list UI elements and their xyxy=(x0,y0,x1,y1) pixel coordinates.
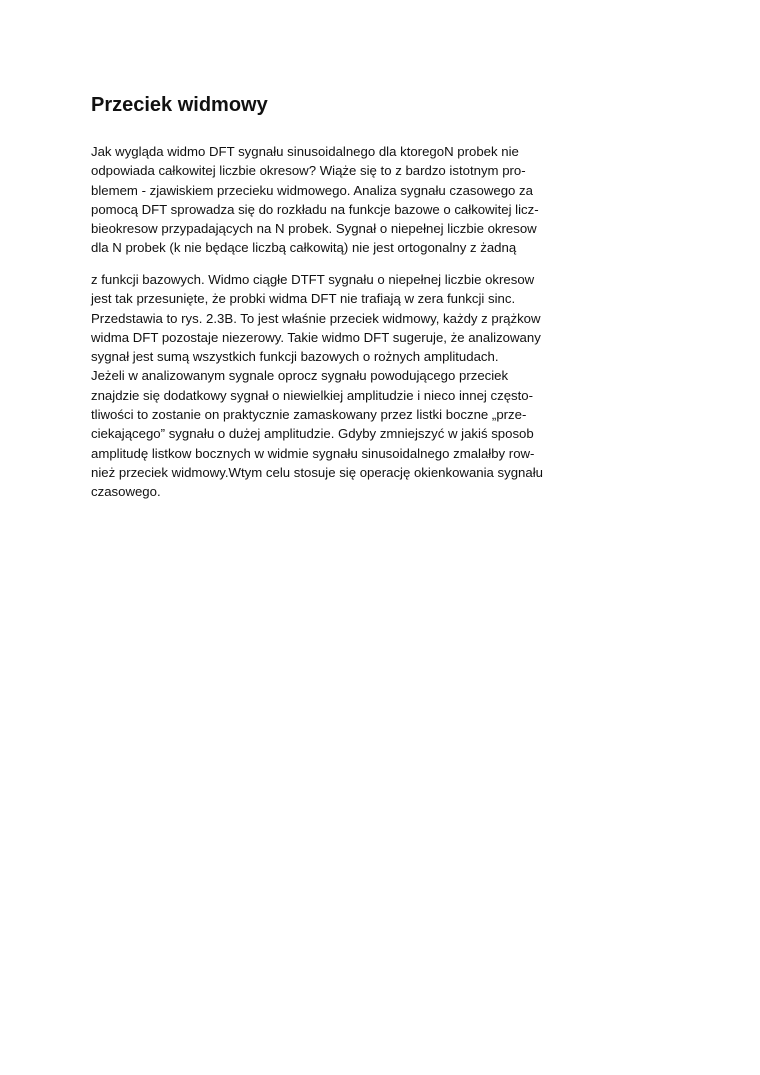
text-line: dla N probek (k nie będące liczbą całkowitą) nie jest ortogonalny z żadną xyxy=(91,240,517,256)
text-line: Przedstawia to rys. 2.3B. To jest właśnie przeciek widmowy, każdy z prążkow xyxy=(91,310,541,326)
text-line: jest tak przesunięte, że probki widma DFT nie trafiają w zera funkcji sinc. xyxy=(91,291,516,307)
text-line: czasowego. xyxy=(91,484,161,500)
text-line: pomocą DFT sprowadza się do rozkładu na funkcje bazowe o całkowitej licz- xyxy=(91,201,539,217)
text-line: ciekającego” sygnału o dużej amplitudzie. Gdyby zmniejszyć w jakiś sposob xyxy=(91,426,534,442)
text-line: nież przeciek widmowy.Wtym celu stosuje się operację okienkowania sygnału xyxy=(91,464,543,480)
text-line: sygnał jest sumą wszystkich funkcji bazowych o rożnych amplitudach. xyxy=(91,349,499,365)
text-line: blemem - zjawiskiem przecieku widmowego. Analiza sygnału czasowego za xyxy=(91,182,533,198)
text-line: widma DFT pozostaje niezerowy. Takie widmo DFT sugeruje, że analizowany xyxy=(91,329,541,345)
text-line: z funkcji bazowych. Widmo ciągłe DTFT sygnału o niepełnej liczbie okresow xyxy=(91,272,535,287)
text-line: tliwości to zostanie on praktycznie zamaskowany przez listki boczne „prze- xyxy=(91,407,527,423)
text-line: bieokresow przypadających na N probek. Sygnał o niepełnej liczbie okresow xyxy=(91,221,537,237)
page-title: Przeciek widmowy xyxy=(91,94,268,116)
paragraph-1 xyxy=(91,142,591,258)
text-line: odpowiada całkowitej liczbie okresow? Wiąże się to z bardzo istotnym pro- xyxy=(91,163,526,179)
text-line: Jeżeli w analizowanym sygnale oprocz sygnału powodującego przeciek xyxy=(91,368,509,384)
paragraph-2 xyxy=(91,270,591,502)
text-line: amplitudę listkow bocznych w widmie sygnału sinusoidalnego zmalałby row- xyxy=(91,445,535,461)
text-line: znajdzie się dodatkowy sygnał o niewielkiej amplitudzie i nieco innej często- xyxy=(91,387,534,403)
text-line: Jak wygląda widmo DFT sygnału sinusoidalnego dla ktoregoN probek nie xyxy=(91,144,519,159)
